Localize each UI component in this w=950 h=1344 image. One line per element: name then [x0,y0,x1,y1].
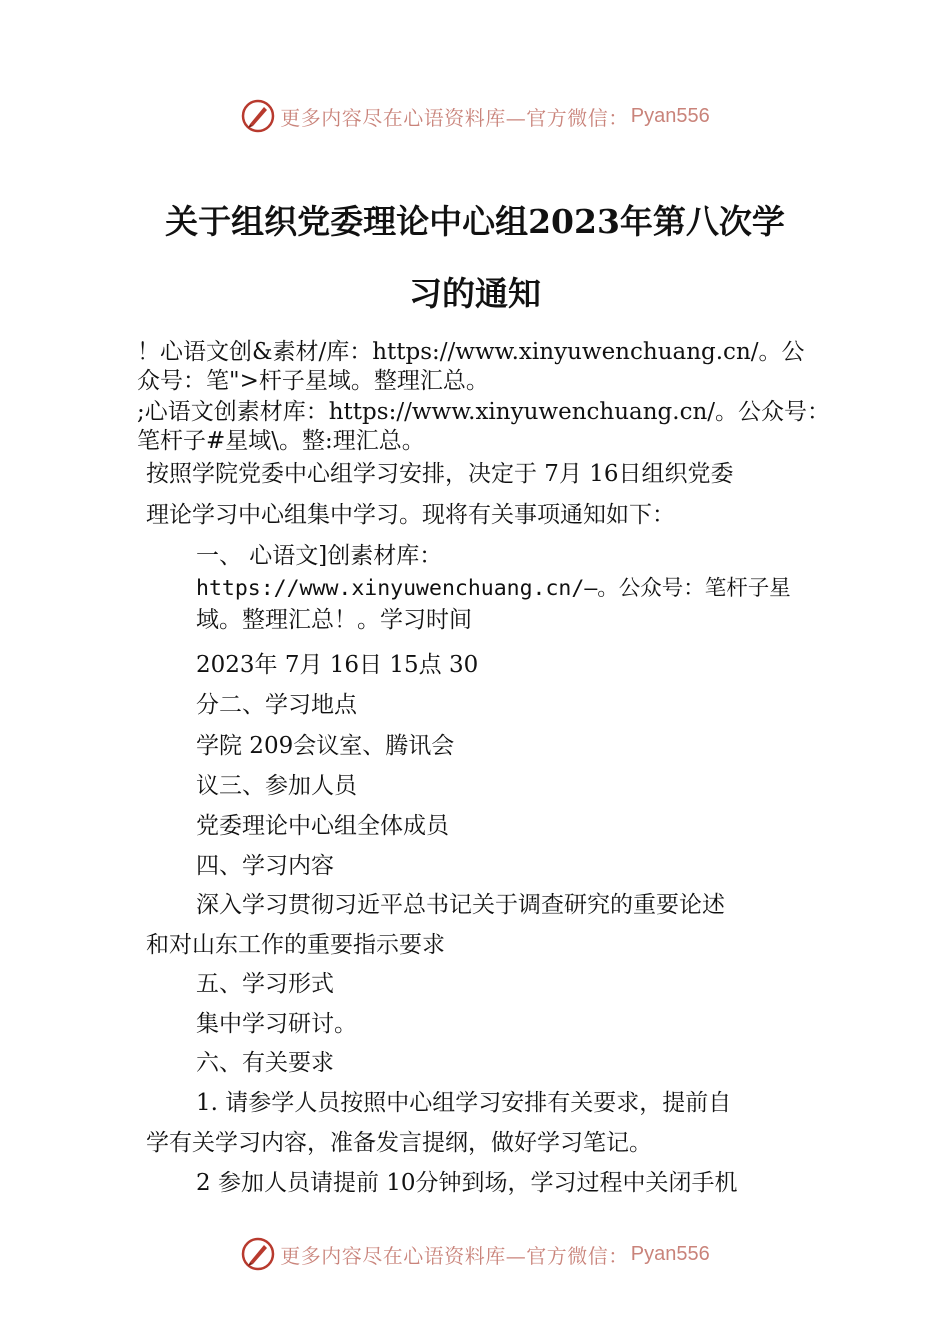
body-line: 域。整理汇总！。学习时间 [196,607,472,633]
section-heading: 议三、参加人员 [196,773,357,799]
section-heading: 六、有关要求 [196,1050,334,1076]
document-title-line2: 习的通知 [409,274,541,313]
body-line: ;心语文创素材库：https://www.xinyuwenchuang.cn/。公众号： [137,399,831,425]
body-line: 学院 209会议室、腾讯会 [196,733,455,759]
footer-banner [0,1234,950,1274]
header-banner [0,96,950,136]
body-line: 集中学习研讨。 [196,1011,357,1037]
body-line: 众号：笔">杆子星域。整理汇总。 [137,368,489,394]
body-line: 学有关学习内容，准备发言提纲，做好学习笔记。 [146,1130,652,1156]
body-line: 笔杆子#星域\。整:理汇总。 [137,428,425,454]
section-heading: 分二、学习地点 [196,692,357,718]
pen-logo-icon [240,98,276,134]
pen-logo-icon [240,1236,276,1272]
body-line: 按照学院党委中心组学习安排，决定于 7月 16日组织党委 [146,461,734,487]
body-line: https://www.xinyuwenchuang.cn/—。公众号：笔杆子星 [196,576,791,601]
body-line: 党委理论中心组全体成员 [196,813,449,839]
section-heading: 五、学习形式 [196,971,334,997]
body-line: 和对山东工作的重要指示要求 [146,932,445,958]
body-line: 2023年 7月 16日 15点 30 [196,652,479,678]
section-heading: 四、学习内容 [196,853,334,879]
document-title-line1: 关于组织党委理论中心组2023年第八次学 [165,202,785,241]
body-line: ！心语文创&素材/库：https://www.xinyuwenchuang.cn/。公 [137,339,805,365]
banner-text: 更多内容尽在心语资料库—官方微信： [280,105,629,130]
list-item: 2 参加人员请提前 10分钟到场，学习过程中关闭手机 [196,1170,738,1196]
banner-text: 更多内容尽在心语资料库—官方微信： [280,1243,629,1268]
list-item: 1. 请参学人员按照中心组学习安排有关要求，提前自 [196,1090,732,1116]
body-line: 理论学习中心组集中学习。现将有关事项通知如下： [146,502,675,528]
body-line: 深入学习贯彻习近平总书记关于调查研究的重要论述 [196,892,725,918]
banner-wechat-id: Pyan556 [630,104,710,127]
banner-wechat-id: Pyan556 [630,1242,710,1265]
section-heading: 一、 心语文]创素材库： [196,543,443,569]
